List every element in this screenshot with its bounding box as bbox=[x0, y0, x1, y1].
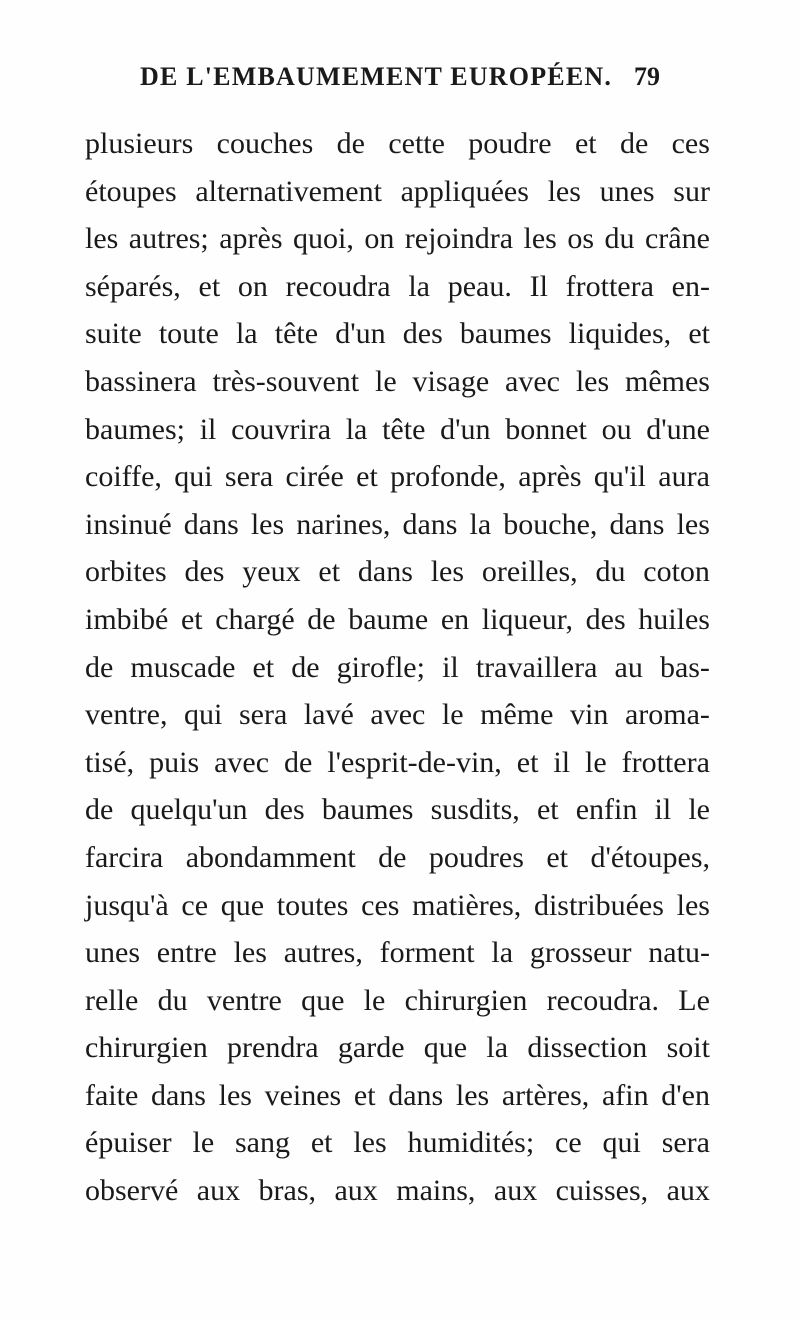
text-line: baumes; il couvrira la tête d'un bonnet ou d'une bbox=[85, 412, 710, 446]
text-line: de muscade et de girofle; il travaillera au bas- bbox=[85, 650, 710, 684]
text-line: séparés, et on recoudra la peau. Il frottera en- bbox=[85, 269, 710, 303]
text-line: les autres; après quoi, on rejoindra les os du crâne bbox=[85, 222, 710, 256]
text-line: faite dans les veines et dans les artères, afin d'en bbox=[85, 1078, 710, 1112]
text-line: ventre, qui sera lavé avec le même vin aroma- bbox=[85, 698, 710, 732]
text-line: relle du ventre que le chirurgien recoudra. Le bbox=[85, 983, 710, 1017]
text-line: étoupes alternativement appliquées les unes sur bbox=[85, 174, 710, 208]
text-line: plusieurs couches de cette poudre et de ces bbox=[85, 127, 710, 160]
running-title: DE L'EMBAUMEMENT EUROPÉEN. bbox=[140, 62, 613, 91]
body-text bbox=[85, 120, 710, 1215]
text-line: orbites des yeux et dans les oreilles, du coton bbox=[85, 555, 710, 589]
text-line: insinué dans les narines, dans la bouche, dans les bbox=[85, 507, 710, 541]
text-line: jusqu'à ce que toutes ces matières, distribuées les bbox=[85, 888, 710, 922]
text-line: suite toute la tête d'un des baumes liquides, et bbox=[85, 317, 710, 351]
text-line: coiffe, qui sera cirée et profonde, après qu'il aura bbox=[85, 460, 710, 494]
text-line: unes entre les autres, forment la grosseur natu- bbox=[85, 936, 710, 970]
text-line: farcira abondamment de poudres et d'étoupes, bbox=[85, 840, 710, 874]
text-line: de quelqu'un des baumes susdits, et enfin il le bbox=[85, 793, 710, 827]
page-number: 79 bbox=[634, 62, 660, 91]
text-line: tisé, puis avec de l'esprit-de-vin, et il le frottera bbox=[85, 745, 710, 779]
text-line: chirurgien prendra garde que la dissection soit bbox=[85, 1031, 710, 1065]
running-head bbox=[140, 62, 660, 98]
text-line: observé aux bras, aux mains, aux cuisses, aux bbox=[85, 1174, 710, 1208]
text-line: bassinera très-souvent le visage avec les mêmes bbox=[85, 364, 710, 398]
text-line: épuiser le sang et les humidités; ce qui sera bbox=[85, 1126, 710, 1160]
text-line: imbibé et chargé de baume en liqueur, des huiles bbox=[85, 602, 710, 636]
